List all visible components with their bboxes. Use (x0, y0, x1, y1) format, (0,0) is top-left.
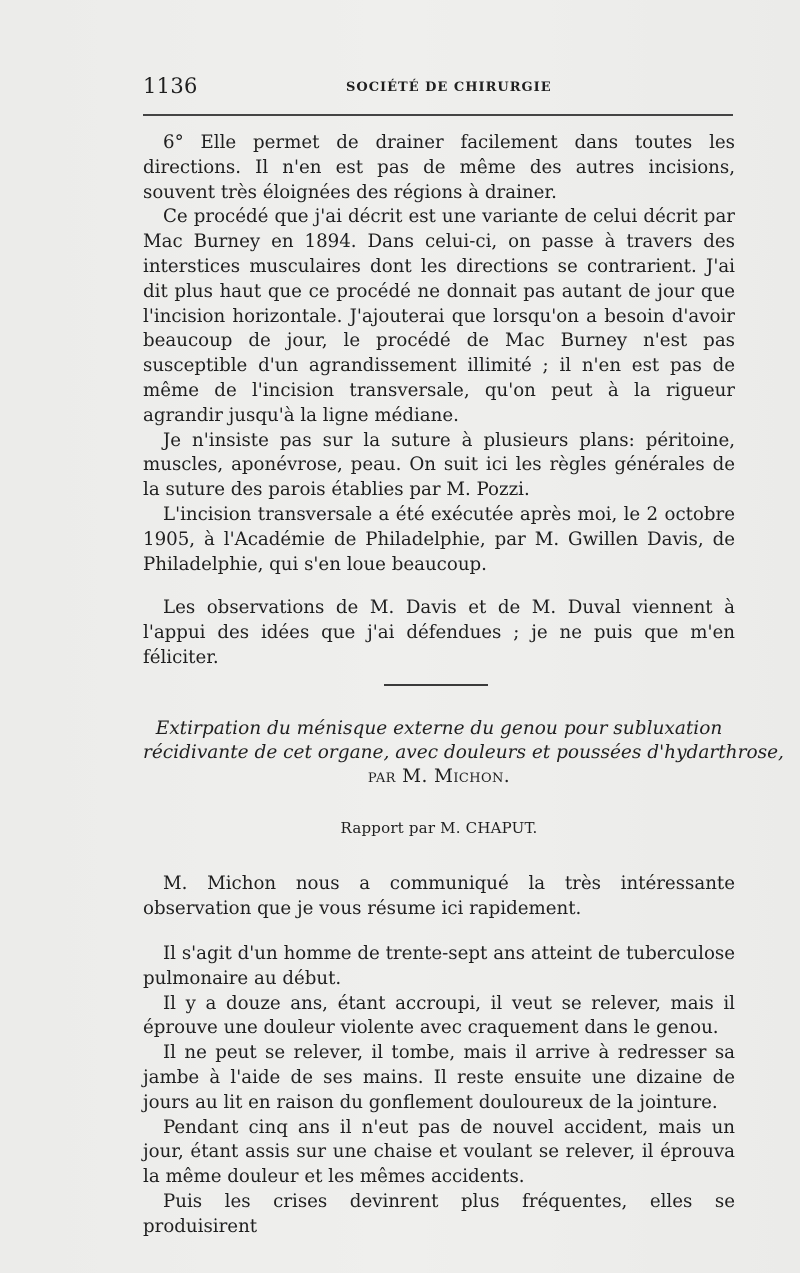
paragraph: Les observations de M. Davis et de M. Duval viennent à l'appui des idées que j'ai défendues ; je ne puis que m'en féliciter. (143, 597, 735, 668)
section-divider (384, 684, 488, 686)
paragraph: M. Michon nous a communiqué la très intéressante observation que je vous résume ici rapidement. (143, 873, 735, 919)
article-title (143, 717, 784, 789)
article-author: par M. Michon. (367, 766, 511, 787)
paragraph: Ce procédé que j'ai décrit est une variante de celui décrit par Mac Burney en 1894. Dans celui-ci, on passe à travers des interstices musculaires dont les directions se contrarient. J'ai dit plus haut que ce procédé ne donnait pas autant de jour que l'incision horizontale. J'ajouterai que lorsqu'on a besoin d'avoir beaucoup de jour, le procédé de Mac Burney n'est pas susceptible d'un agrandissement illimité ; il n'en est pas de même de l'incision transversale, qu'on peut à la rigueur agrandir jusqu'à la ligne médiane. (143, 206, 735, 426)
text-block-observations (143, 596, 735, 670)
text-block-case (143, 942, 735, 1240)
article-title-line: récidivante de cet organe, avec douleurs et poussées d'hydarthrose, (143, 742, 784, 763)
paragraph: Je n'insiste pas sur la suture à plusieurs plans: péritoine, muscles, aponévrose, peau. On suit ici les règles générales de la suture des parois établies par M. Pozzi. (143, 429, 735, 501)
running-head: SOCIÉTÉ DE CHIRURGIE (346, 80, 552, 95)
paragraph: L'incision transversale a été exécutée après moi, le 2 octobre 1905, à l'Académie de Philadelphie, par M. Gwillen Davis, de Philadelphie, qui s'en loue beaucoup. (143, 503, 735, 575)
paragraph: Puis les crises devinrent plus fréquentes, elles se produisirent (143, 1190, 735, 1237)
paragraph: Il s'agit d'un homme de trente-sept ans atteint de tuberculose pulmonaire au début. (143, 943, 735, 989)
text-block-drainage (143, 131, 735, 577)
paragraph: Il y a douze ans, étant accroupi, il veut se relever, mais il éprouve une douleur violente avec craquement dans le genou. (143, 992, 735, 1039)
header-rule (143, 114, 733, 116)
paragraph: Il ne peut se relever, il tombe, mais il arrive à redresser sa jambe à l'aide de ses mains. Il reste ensuite une dizaine de jours au lit en raison du gonflement douloureux de la jointure. (143, 1042, 735, 1113)
page-header (143, 74, 735, 104)
paragraph: Pendant cinq ans il n'eut pas de nouvel accident, mais un jour, étant assis sur une chaise et voulant se relever, il éprouva la même douleur et les mêmes accidents. (143, 1116, 735, 1188)
page-number: 1136 (143, 74, 198, 98)
paragraph: 6° Elle permet de drainer facilement dans toutes les directions. Il n'en est pas de même des autres incisions, souvent très éloignées des régions à drainer. (143, 132, 735, 203)
text-block-intro (143, 872, 735, 922)
report-credit: Rapport par M. CHAPUT. (340, 819, 538, 837)
article-title-line: Extirpation du ménisque externe du genou pour subluxation (155, 718, 723, 739)
